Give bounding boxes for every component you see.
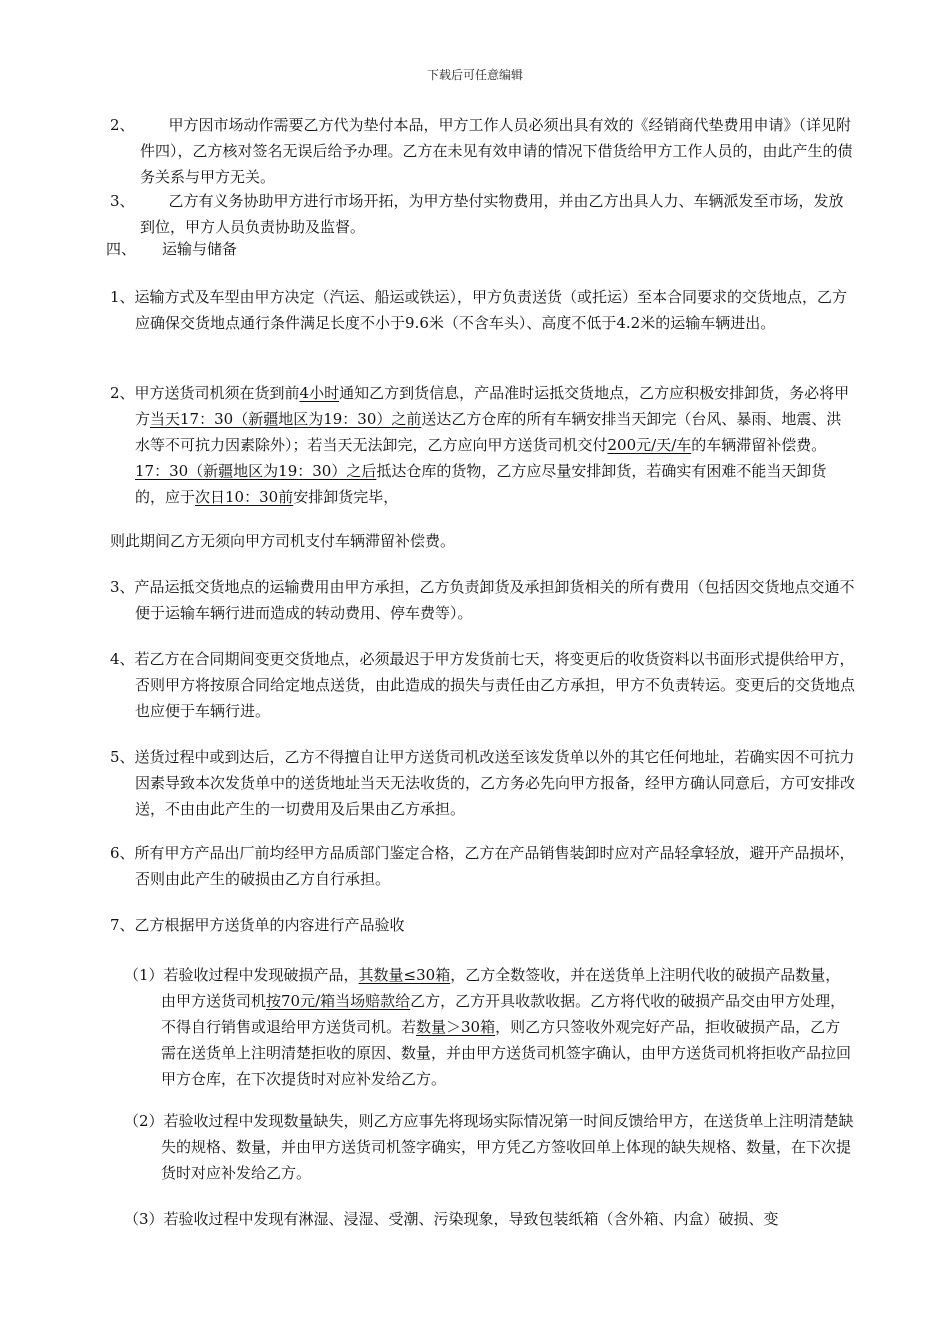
clause-text: （3）若验收过程中发现有淋湿、浸湿、受潮、污染现象，导致包装纸箱（含外箱、内盒）破损、变 [124, 1210, 779, 1228]
underlined-term: 17：30（新疆地区为19：30）之后 [135, 462, 377, 480]
sub-clause-3 [124, 1206, 854, 1232]
clause-text: 3、产品运抵交货地点的运输费用由甲方承担，乙方负责卸货及承担卸货相关的所有费用（包括因交货地点交通不便于运输车辆行进而造成的转动费用、停车费等）。 [110, 578, 855, 622]
clause-text: 乙方有义务协助甲方进行市场开拓，为甲方垫付实物费用，并由乙方出具人力、车辆派发至市场，发放到位，甲方人员负责协助及监督。 [140, 192, 844, 236]
section-4-heading [106, 236, 237, 262]
underlined-term: 4小时 [299, 384, 340, 402]
clause-text: 6、所有甲方产品出厂前均经甲方品质部门鉴定合格，乙方在产品销售装卸时应对产品轻拿轻放，避开产品损坏，否则由此产生的破损由乙方自行承担。 [110, 844, 855, 888]
clause-text: 安排卸货完毕， [293, 488, 399, 506]
underlined-term: 其数量≤30箱 [358, 966, 451, 984]
clause-text: 5、送货过程中或到达后，乙方不得擅自让甲方送货司机改送至该发货单以外的其它任何地址，若确实因不可抗力因素导致本次发货单中的送货地址当天无法收货的，乙方务必先向甲方报备，经甲方确认同意后，方可安排改送，不由由此产生的一切费用及后果由乙方承担。 [110, 748, 856, 818]
clause-text: 送达乙方仓库的所有车辆安排当天卸完（台风、暴雨、地震、洪水等不可抗力因素除外）；若当天无法卸完，乙方应向甲方送货司机交付 [135, 410, 842, 454]
clause-text: 抵达仓库的货物，乙方应尽量安排卸货，若确实有困难不能当天卸货的，应于 [135, 462, 827, 506]
underlined-term: 数量＞30箱 [416, 1018, 496, 1036]
clause-4-2-continued: 则此期间乙方无须向甲方司机支付车辆滞留补偿费。 [110, 532, 456, 550]
clause-text: ，则乙方只签收外观完好产品，拒收破损产品，乙方需在送货单上注明清楚拒收的原因、数量，并由甲方送货司机签字确认，由甲方送货司机将拒收产品拉回甲方仓库，在下次提货时对应补发给乙方。 [161, 1018, 852, 1088]
clause-text: （2）若验收过程中发现数量缺失，则乙方应事先将现场实际情况第一时间反馈给甲方，在送货单上注明清楚缺失的规格、数量，并由甲方送货司机签字确实，甲方凭乙方签收回单上体现的缺失规格、数量，在下次提货时对应补发给乙方。 [124, 1112, 854, 1182]
clause-4-7: 7、乙方根据甲方送货单的内容进行产品验收 [110, 916, 405, 934]
clause-4-5 [110, 744, 855, 822]
clause-text: 乙方，乙方开具收款收据。乙方将代收的破损产品交由甲方处理，不得自行销售或退给甲方送货司机。若 [161, 992, 846, 1036]
section-number: 四、 [106, 240, 137, 258]
sub-clause-2 [124, 1108, 854, 1186]
underlined-term: 当天17：30（新疆地区为19：30）之前 [150, 410, 422, 428]
underlined-term: 次日10：30前 [195, 488, 294, 506]
clause-4-1 [110, 284, 855, 336]
page-header: 下载后可任意编辑 [426, 68, 523, 82]
clause-text: 4、若乙方在合同期间变更交货地点，必须最迟于甲方发货前七天，将变更后的收货资料以书面形式提供给甲方，否则甲方将按原合同给定地点送货，由此造成的损失与责任由乙方承担，甲方不负责转运。变更后的交货地点也应便于车辆行进。 [110, 650, 856, 720]
clause-text: 甲方因市场动作需要乙方代为垫付本品，甲方工作人员必须出具有效的《经销商代垫费用申请》（详见附件四），乙方核对签名无误后给予办理。乙方在未见有效申请的情况下借货给甲方工作人员的，由此产生的债务关系与甲方无关。 [140, 116, 853, 186]
clause-4-3 [110, 574, 855, 626]
clause-3-2 [110, 112, 855, 190]
clause-4-4 [110, 646, 855, 724]
sub-clause-1 [124, 962, 854, 1092]
clause-text: 2、甲方送货司机须在货到前 [110, 384, 300, 402]
clause-number: 2、 [110, 116, 135, 134]
section-title: 运输与储备 [162, 240, 238, 258]
clause-text: ，乙方全数签收，并在送货单上注明代收的破损产品数量，由甲方送货司机 [161, 966, 841, 1010]
clause-4-6 [110, 840, 855, 892]
clause-text: 1、运输方式及车型由甲方决定（汽运、船运或铁运），甲方负责送货（或托运）至本合同要求的交货地点，乙方应确保交货地点通行条件满足长度不小于9.6米（不含车头）、高度不低于4.2米的运输车辆进出。 [110, 288, 848, 332]
underlined-term: 按70元/箱当场赔款给 [266, 992, 411, 1010]
clause-text: 的车辆滞留补偿费。 [691, 436, 827, 454]
clause-3-3 [110, 188, 855, 240]
clause-text: （1）若验收过程中发现破损产品， [124, 966, 359, 984]
clause-text: 通知乙方到货信息，产品准时运抵交货地点，乙方应积极安排卸货，务必将甲方 [135, 384, 850, 428]
clause-number: 3、 [110, 192, 135, 210]
underlined-term: 200元/天/车 [607, 436, 692, 454]
clause-4-2 [110, 380, 855, 510]
